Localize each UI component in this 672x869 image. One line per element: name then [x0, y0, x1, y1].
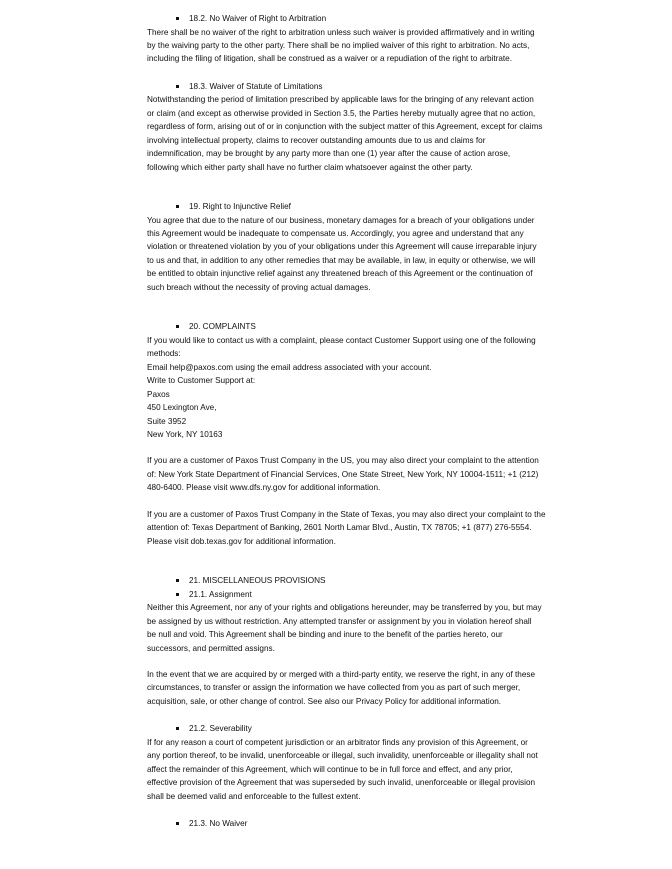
heading-18-3: 18.3. Waiver of Statute of Limitations — [147, 80, 547, 94]
paragraph-21-2-severability: If for any reason a court of competent jurisdiction or an arbitrator finds any provision of this Agreement, or any portion thereof, to be invalid, unenforceable or illegal, such invalidity, unenforceable or illegality shall not affect the remainder of this Agreement, which will continue to be in full force and effect, and any prior, effective provision of the Agreement that was superseded by such invalid, unenforceable or illegal provision shall be deemed valid and enforceable to the fullest extent. — [147, 737, 538, 801]
paragraph-21-1-merger: In the event that we are acquired by or merged with a third-party entity, we reserve the right, in any of these circumstances, to transfer or assign the information we have collected from you as part of such merger, acquisition, sale, or other change of control. See also our Privacy Policy for additional information. — [147, 669, 536, 706]
paragraph-20-contact: If you would like to contact us with a complaint, please contact Customer Support using one of the following methods: Email help@paxos.com using the email address associated with your account. Write to Customer Support at: Paxos 450 Lexington Ave, Suite 3952 New York, NY 10163 — [147, 335, 536, 439]
heading-19: 19. Right to Injunctive Relief — [147, 200, 547, 214]
heading-21-2: 21.2. Severability — [147, 722, 547, 736]
paragraph-18-2: There shall be no waiver of the right to arbitration unless such waiver is provided affirmatively and in writing by the waiving party to the other party. There shall be no implied waiver of this right to arbitration. No acts, including the filing of litigation, shall be construed as a waiver or a repudiation of the right to arbitrate. — [147, 27, 535, 64]
heading-18-2: 18.2. No Waiver of Right to Arbitration — [147, 12, 547, 26]
paragraph-18-3: Notwithstanding the period of limitation prescribed by applicable laws for the bringing of any relevant action or claim (and except as otherwise provided in Section 3.5, the Parties hereby mutually agree that no action, regardless of form, arising out of or in conjunction with the subject matter of this Agreement, except for claims involving intellectual property, claims to recover outstanding amounts due to us and claims for indemnification, may be brought by any party more than one (1) year after the cause of action arose, following which either party shall have no further claim whatsoever against the other party. — [147, 95, 543, 172]
heading-21-1: 21.1. Assignment — [147, 588, 547, 602]
heading-21: 21. MISCELLANEOUS PROVISIONS — [147, 574, 547, 588]
heading-21-3: 21.3. No Waiver — [147, 817, 547, 831]
document-page — [147, 12, 547, 831]
paragraph-19: You agree that due to the nature of our business, monetary damages for a breach of your obligations under this Agreement would be inadequate to compensate us. Accordingly, you agree and understand that any violation or threatened violation by you of your obligations under this Agreement will cause irreparable injury to us and that, in addition to any other remedies that may be available, in law, in equity or otherwise, we will be entitled to obtain injunctive relief against any threatened breach of this Agreement or the continuation of such breach without the necessity of proving actual damages. — [147, 215, 537, 292]
paragraph-20-new-york: If you are a customer of Paxos Trust Company in the US, you may also direct your complaint to the attention of: New York State Department of Financial Services, One State Street, New York, NY 10004-1511; +1 (212) 480-6400. Please visit www.dfs.ny.gov for additional information. — [147, 456, 539, 493]
paragraph-20-texas: If you are a customer of Paxos Trust Company in the State of Texas, you may also direct your complaint to the attention of: Texas Department of Banking, 2601 North Lamar Blvd., Austin, TX 78705; +1 (877) 276-5554. Please visit dob.texas.gov for additional information. — [147, 509, 546, 546]
heading-20: 20. COMPLAINTS — [147, 320, 547, 334]
paragraph-21-1-assignment: Neither this Agreement, nor any of your rights and obligations hereunder, may be transferred by you, but may be assigned by us without restriction. Any attempted transfer or assignment by you in violation hereof shall be null and void. This Agreement shall be binding and inure to the benefit of the parties hereto, our successors, and permitted assigns. — [147, 603, 542, 653]
